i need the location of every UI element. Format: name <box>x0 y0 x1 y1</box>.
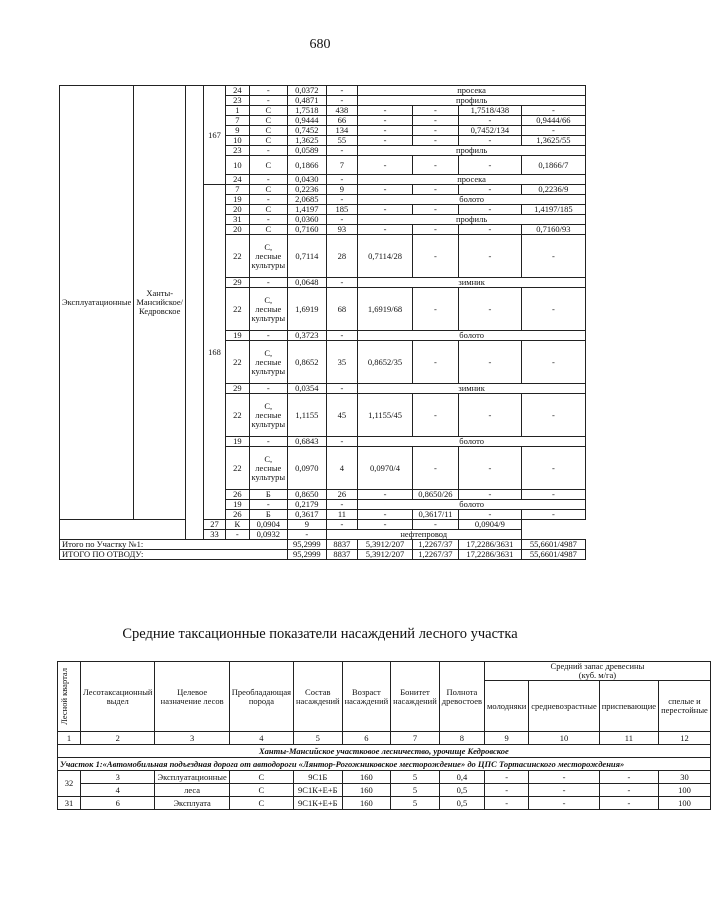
cell: 134 <box>326 126 358 136</box>
cell: 33 <box>203 530 225 540</box>
cell: С <box>249 225 288 235</box>
cell: - <box>412 288 458 331</box>
col-blank <box>60 520 186 540</box>
cell: 5,3912/207 <box>358 540 413 550</box>
cell: - <box>326 86 358 96</box>
cell: 45 <box>326 394 358 437</box>
cell: - <box>412 205 458 215</box>
cell: 19 <box>226 437 249 447</box>
cell: - <box>521 288 585 331</box>
cell: - <box>458 341 521 384</box>
cell: - <box>599 784 658 797</box>
cell: ИТОГО ПО ОТВОДУ: <box>60 550 288 560</box>
cell: 0,9444 <box>288 116 327 126</box>
col-composition: Состав насаждений <box>294 662 343 732</box>
cell: 35 <box>326 341 358 384</box>
cell: 0,8652 <box>288 341 327 384</box>
cell: 100 <box>659 797 711 810</box>
cell: Итого по Участку №1: <box>60 540 288 550</box>
cell: 5 <box>391 797 440 810</box>
cell: - <box>529 771 599 784</box>
col-species: Преобладающая порода <box>229 662 293 732</box>
table-row <box>60 520 586 530</box>
cell: - <box>521 235 585 278</box>
cell: просека <box>358 175 586 185</box>
cell: 5,3912/207 <box>358 550 413 560</box>
cell: 7 <box>326 156 358 175</box>
column-number: 11 <box>599 732 658 745</box>
cell: - <box>521 341 585 384</box>
cell: - <box>358 510 413 520</box>
cell: 0,0589 <box>288 146 327 156</box>
cell: 1,7518/438 <box>458 106 521 116</box>
cell: 4 <box>326 447 358 490</box>
col-forestry: Ханты-Мансийское/Кедровское <box>134 86 186 520</box>
cell: - <box>249 175 288 185</box>
cell: - <box>249 215 288 225</box>
cell: 0,1866/7 <box>521 156 585 175</box>
cell: - <box>288 530 327 540</box>
forestry-row: Ханты-Мансийское участковое лесничество, урочище Кедровское <box>58 745 711 758</box>
cell: С <box>229 797 293 810</box>
cell: 66 <box>326 116 358 126</box>
cell: 0,8652/35 <box>358 341 413 384</box>
cell: профиль <box>358 215 586 225</box>
cell: 5 <box>391 771 440 784</box>
cell: 0,4871 <box>288 96 327 106</box>
column-number: 2 <box>81 732 155 745</box>
cell: - <box>326 500 358 510</box>
cell: - <box>412 116 458 126</box>
cell: 26 <box>226 510 249 520</box>
cell: - <box>326 146 358 156</box>
cell: - <box>412 136 458 146</box>
cell: 68 <box>326 288 358 331</box>
cell: - <box>458 225 521 235</box>
cell: - <box>412 126 458 136</box>
cell: - <box>458 185 521 195</box>
cell: - <box>358 136 413 146</box>
cell: профиль <box>358 146 586 156</box>
cell: С <box>229 771 293 784</box>
column-number: 7 <box>391 732 440 745</box>
cell: 55,6601/4987 <box>521 540 585 550</box>
cell: 32 <box>58 771 81 797</box>
cell: 0,2236/9 <box>521 185 585 195</box>
cell: 28 <box>326 235 358 278</box>
cell: зимник <box>358 384 586 394</box>
cell: 22 <box>226 235 249 278</box>
table-row <box>58 771 711 784</box>
cell: С, лесные культуры <box>249 341 288 384</box>
cell: 20 <box>226 205 249 215</box>
cell: 160 <box>342 771 391 784</box>
cell: 10 <box>226 156 249 175</box>
cell: - <box>458 156 521 175</box>
cell: 26 <box>226 490 249 500</box>
cell: 1 <box>226 106 249 116</box>
col-middle: средневозрастные <box>529 681 599 732</box>
cell: 2,0685 <box>288 195 327 205</box>
cell: - <box>249 86 288 96</box>
cell: 1,1155 <box>288 394 327 437</box>
cell: Б <box>249 510 288 520</box>
cell: профиль <box>358 96 586 106</box>
cell: 100 <box>659 784 711 797</box>
cell: 0,4 <box>439 771 484 784</box>
cell: С <box>249 185 288 195</box>
cell: 9 <box>226 126 249 136</box>
cell: 9 <box>288 520 327 530</box>
cell: С <box>249 205 288 215</box>
cell: 0,6843 <box>288 437 327 447</box>
cell: 0,7452/134 <box>458 126 521 136</box>
cell: С <box>249 126 288 136</box>
cell: 0,7160 <box>288 225 327 235</box>
column-number: 6 <box>342 732 391 745</box>
column-number: 8 <box>439 732 484 745</box>
cell: С, лесные культуры <box>249 288 288 331</box>
cell: 1,6919/68 <box>358 288 413 331</box>
cell: 24 <box>226 86 249 96</box>
cell: 22 <box>226 394 249 437</box>
quarter-167: 167 <box>203 86 225 185</box>
cell: просека <box>358 86 586 96</box>
cell: 0,0904 <box>249 520 288 530</box>
cell: - <box>529 784 599 797</box>
cell: болото <box>358 195 586 205</box>
cell: - <box>412 520 458 530</box>
cell: Б <box>249 490 288 500</box>
cell: С <box>249 106 288 116</box>
cell: 0,9444/66 <box>521 116 585 126</box>
cell: С, лесные культуры <box>249 235 288 278</box>
cell: 9С1К+Е+Б <box>294 784 343 797</box>
cell: 1,7518 <box>288 106 327 116</box>
cell: С <box>229 784 293 797</box>
cell: 0,0648 <box>288 278 327 288</box>
cell: - <box>412 106 458 116</box>
cell: нефтепровод <box>326 530 521 540</box>
cell: 7 <box>226 116 249 126</box>
cell: - <box>326 384 358 394</box>
cell: 10 <box>226 136 249 146</box>
cell: 160 <box>342 797 391 810</box>
cell: - <box>326 96 358 106</box>
cell: болото <box>358 437 586 447</box>
cell: Эксплуата <box>155 797 229 810</box>
col-density: Полнота древостоев <box>439 662 484 732</box>
cell: 1,4197 <box>288 205 327 215</box>
cell: Эксплуатационные <box>155 771 229 784</box>
cell: 95,2999 <box>288 550 327 560</box>
cell: С <box>249 136 288 146</box>
cell: - <box>249 500 288 510</box>
cell: 30 <box>659 771 711 784</box>
column-number: 10 <box>529 732 599 745</box>
column-number: 5 <box>294 732 343 745</box>
cell: - <box>326 331 358 341</box>
cell: - <box>358 490 413 500</box>
cell: 1,1155/45 <box>358 394 413 437</box>
cell: - <box>458 235 521 278</box>
cell: С, лесные культуры <box>249 447 288 490</box>
cell: 0,7114 <box>288 235 327 278</box>
cell: 0,5 <box>439 797 484 810</box>
cell: 29 <box>226 384 249 394</box>
plot-row: Участок 1:«Автомобильная подъездная дорога от автодороги «Лянтор-Рогожниковское месторождение» до ЦПС Тортасинского месторождения» <box>58 758 711 771</box>
cell: - <box>412 447 458 490</box>
cell: 0,5 <box>439 784 484 797</box>
cell: 0,2179 <box>288 500 327 510</box>
cell: - <box>326 195 358 205</box>
cell: 24 <box>226 175 249 185</box>
cell: 55 <box>326 136 358 146</box>
column-number: 1 <box>58 732 81 745</box>
cell: 0,3617 <box>288 510 327 520</box>
col-age: Возраст насаждений <box>342 662 391 732</box>
cell: - <box>249 96 288 106</box>
cell: 1,3625 <box>288 136 327 146</box>
cell: 1,6919 <box>288 288 327 331</box>
table-row <box>58 797 711 810</box>
cell: 55,6601/4987 <box>521 550 585 560</box>
cell: 95,2999 <box>288 540 327 550</box>
cell: 4 <box>81 784 155 797</box>
cell: - <box>458 205 521 215</box>
cell: 19 <box>226 195 249 205</box>
cell: 8837 <box>326 540 358 550</box>
cell: 8837 <box>326 550 358 560</box>
cell: 0,8650 <box>288 490 327 500</box>
cell: 5 <box>391 784 440 797</box>
cell: - <box>458 394 521 437</box>
cell: 0,2236 <box>288 185 327 195</box>
cell: - <box>249 384 288 394</box>
cell: 19 <box>226 500 249 510</box>
cell: - <box>485 797 529 810</box>
cell: - <box>412 185 458 195</box>
cell: болото <box>358 500 586 510</box>
cell: - <box>249 278 288 288</box>
cell: 0,1866 <box>288 156 327 175</box>
column-number: 4 <box>229 732 293 745</box>
cell: - <box>412 225 458 235</box>
cell: К <box>226 520 249 530</box>
cell: 93 <box>326 225 358 235</box>
cell: болото <box>358 331 586 341</box>
cell: леса <box>155 784 229 797</box>
cell: 31 <box>58 797 81 810</box>
cell: 438 <box>326 106 358 116</box>
cell: - <box>326 437 358 447</box>
cell: - <box>529 797 599 810</box>
cell: - <box>412 235 458 278</box>
cell: - <box>458 288 521 331</box>
cell: - <box>249 146 288 156</box>
cell: 0,0904/9 <box>458 520 521 530</box>
cell: - <box>485 784 529 797</box>
column-number: 3 <box>155 732 229 745</box>
cell: - <box>521 394 585 437</box>
cell: - <box>458 116 521 126</box>
cell: 0,0970 <box>288 447 327 490</box>
cell: 0,0360 <box>288 215 327 225</box>
cell: - <box>326 520 358 530</box>
cell: 26 <box>326 490 358 500</box>
cell: 20 <box>226 225 249 235</box>
cell: 3 <box>81 771 155 784</box>
cell: С <box>249 156 288 175</box>
col-stock: Средний запас древесины (куб. м/га) <box>485 662 711 681</box>
cell: 0,7160/93 <box>521 225 585 235</box>
cell: 1,2267/37 <box>412 540 458 550</box>
cell: 23 <box>226 146 249 156</box>
cell: - <box>249 437 288 447</box>
cell: - <box>358 126 413 136</box>
cell: - <box>521 126 585 136</box>
cell: - <box>358 106 413 116</box>
cell: - <box>521 510 585 520</box>
cell: - <box>521 490 585 500</box>
cell: 0,3617/11 <box>412 510 458 520</box>
cell: 1,3625/55 <box>521 136 585 146</box>
cell: 9 <box>326 185 358 195</box>
cell: 9С1Б <box>294 771 343 784</box>
cell: 31 <box>226 215 249 225</box>
cell: 7 <box>226 185 249 195</box>
cell: 0,0372 <box>288 86 327 96</box>
page-number: 680 <box>309 37 331 52</box>
cell: - <box>458 510 521 520</box>
cell: 0,0932 <box>249 530 288 540</box>
cell: - <box>358 225 413 235</box>
cell: - <box>458 490 521 500</box>
cell: - <box>485 771 529 784</box>
cell: - <box>226 530 249 540</box>
table-row <box>60 86 586 96</box>
cell: 22 <box>226 447 249 490</box>
col-mature: спелые и перестойные <box>659 681 711 732</box>
cell: 0,7114/28 <box>358 235 413 278</box>
cell: зимник <box>358 278 586 288</box>
cell: - <box>458 447 521 490</box>
cell: 185 <box>326 205 358 215</box>
cell: 22 <box>226 288 249 331</box>
cell: - <box>521 106 585 116</box>
col-section: Лесотаксационный выдел <box>81 662 155 732</box>
cell: С, лесные культуры <box>249 394 288 437</box>
cell: - <box>358 185 413 195</box>
section-heading: Средние таксационные показатели насаждений лесного участка <box>122 626 518 642</box>
quarter-168: 168 <box>203 185 225 520</box>
cell: 29 <box>226 278 249 288</box>
cell: - <box>412 341 458 384</box>
total-row <box>60 540 586 550</box>
cell: 27 <box>203 520 225 530</box>
cell: 0,0354 <box>288 384 327 394</box>
cell: 1,2267/37 <box>412 550 458 560</box>
cell: 17,2286/3631 <box>458 550 521 560</box>
cell: 6 <box>81 797 155 810</box>
cell: - <box>599 797 658 810</box>
cell: С <box>249 116 288 126</box>
col-young: молодняки <box>485 681 529 732</box>
cell: - <box>249 331 288 341</box>
cell: 9С1К+Е+Б <box>294 797 343 810</box>
cell: - <box>599 771 658 784</box>
col-category: Эксплуатационные <box>60 86 134 520</box>
cell: 22 <box>226 341 249 384</box>
cell: - <box>458 136 521 146</box>
cell: 19 <box>226 331 249 341</box>
col-bonitet: Бонитет насаждений <box>391 662 440 732</box>
cell: - <box>521 447 585 490</box>
cell: - <box>358 156 413 175</box>
grand-total-row <box>60 550 586 560</box>
cell: 23 <box>226 96 249 106</box>
cell: - <box>412 156 458 175</box>
cell: - <box>326 175 358 185</box>
cell: - <box>358 116 413 126</box>
column-number: 9 <box>485 732 529 745</box>
cell: 11 <box>326 510 358 520</box>
table-row <box>58 784 711 797</box>
col-quarter: Лесной квартал <box>58 662 81 732</box>
cell: - <box>326 215 358 225</box>
taxation-table <box>57 661 711 810</box>
cell: 0,0430 <box>288 175 327 185</box>
cell: 160 <box>342 784 391 797</box>
cell: - <box>249 195 288 205</box>
col-blank <box>186 86 204 540</box>
cell: - <box>412 394 458 437</box>
col-purpose: Целевое назначение лесов <box>155 662 229 732</box>
cell: - <box>358 520 413 530</box>
cell: 17,2286/3631 <box>458 540 521 550</box>
cell: 0,3723 <box>288 331 327 341</box>
cell: 0,0970/4 <box>358 447 413 490</box>
col-maturing: приспевающие <box>599 681 658 732</box>
cell: - <box>358 205 413 215</box>
column-number: 12 <box>659 732 711 745</box>
cell: 0,8650/26 <box>412 490 458 500</box>
cell: 1,4197/185 <box>521 205 585 215</box>
cell: 0,7452 <box>288 126 327 136</box>
cell: - <box>326 278 358 288</box>
allotment-table <box>59 85 586 560</box>
